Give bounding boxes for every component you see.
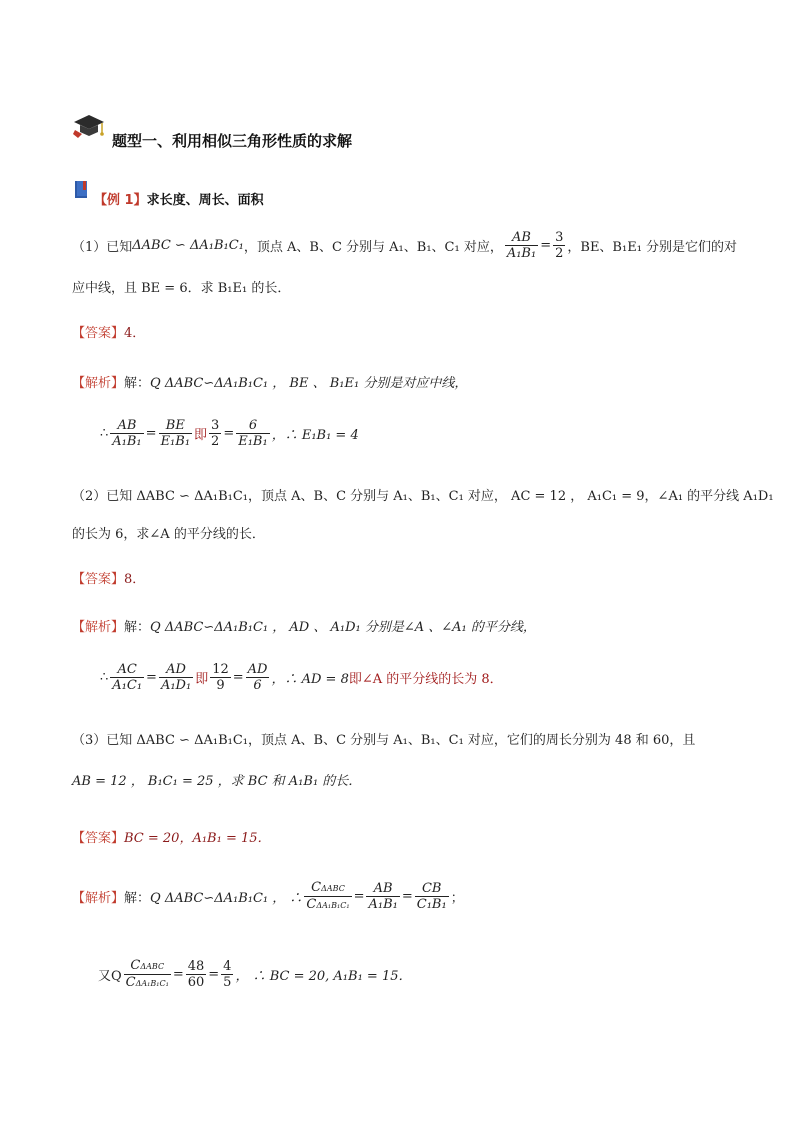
q2-sol-end: 即∠A 的平分线的长为 8． [348, 672, 503, 687]
q1-answer-value: 4． [124, 326, 146, 341]
q1-ji: 即 [194, 428, 208, 443]
example-title: 求长度、周长、面积 [146, 193, 264, 208]
answer-label: 【答案】 [72, 572, 125, 587]
q1-analysis [72, 372, 467, 391]
q2-frac-3: $\frac{12}{9}$ [212, 662, 229, 693]
q2-sol-lead: 解： [124, 620, 151, 635]
q3-answer-value: BC = 20，A₁B₁ = 15． [124, 831, 271, 846]
q3-frac-1: $\frac{\text{CΔABC}}{\text{CΔA₁B₁C₁}}$ [306, 880, 350, 912]
q2-frac-4: $\frac{AD}{6}$ [247, 662, 268, 693]
page-title: 题型一、利用相似三角形性质的求解 [112, 132, 353, 150]
q3-line2: AB = 12 ， B₁C₁ = 25 ，求 BC 和 A₁B₁ 的长． [72, 774, 362, 789]
q1-frac-1: $\frac{AB}{\text{A₁B₁}}$ [112, 418, 142, 449]
q3-sol1-end: ； [450, 891, 464, 906]
q1-text-b: ，顶点 A、B、C 分别与 A₁、B₁、C₁ 对应， [243, 240, 503, 255]
answer-label: 【答案】 [72, 326, 125, 341]
q2-analysis [72, 616, 536, 635]
q3-frac-4: $\frac{\text{CΔABC}}{\text{CΔA₁B₁C₁}}$ [125, 958, 169, 990]
analysis-label: 【解析】 [72, 891, 125, 906]
q3-sol-end: ， ∴ BC = 20, A₁B₁ = 15． [235, 969, 412, 984]
q3-frac-3: $\frac{CB}{\text{C₁B₁}}$ [416, 881, 447, 912]
q3-answer [72, 827, 271, 846]
q3-frac-2: $\frac{AB}{\text{A₁B₁}}$ [368, 881, 398, 912]
example-tag: 【例 1】 [94, 193, 147, 208]
q1-frac-2: $\frac{BE}{\text{E₁B₁}}$ [160, 418, 191, 449]
q3-sol-line1: Q ΔABC∽ΔA₁B₁C₁ ， ∴ [150, 891, 303, 906]
q2-line2: 的长为 6，求∠A 的平分线的长． [72, 527, 265, 542]
q1-sim: ΔABC ∽ ΔA₁B₁C₁ [132, 238, 244, 253]
mortarboard-icon [72, 112, 106, 140]
q3-you: 又Q [98, 969, 122, 984]
q1-frac-4: $\frac{6}{\text{E₁B₁}}$ [238, 418, 268, 449]
q3-frac-5: $\frac{48}{60}$ [187, 959, 205, 990]
q3-analysis: 【解析】 解： Q ΔABC∽ΔA₁B₁C₁ ， ∴ $\frac{\text{CΔABC}}{\text{CΔA₁B₁C₁}}$ = $\frac{AB}{\text{A₁B₁}}$ = $\frac{CB}{\text{C₁B₁}}$ ； [72, 880, 464, 912]
q3-line1: （3）已知 ΔABC ∽ ΔA₁B₁C₁，顶点 A、B、C 分别与 A₁、B₁、C₁ 对应，它们的周长分别为 48 和 60，且 [72, 733, 696, 748]
therefore-2: ∴ [100, 670, 109, 685]
q2-answer-value: 8． [124, 572, 146, 587]
q2-sol-mid: ，∴ AD = 8 [271, 672, 349, 687]
q3-sol-line2: 又Q $\frac{\text{CΔABC}}{\text{CΔA₁B₁C₁}}$ = $\frac{48}{60}$ = $\frac{4}{5}$ ， ∴ BC = 20, A₁B₁ = 15． [98, 958, 412, 990]
analysis-label: 【解析】 [72, 620, 125, 635]
q2-answer [72, 568, 145, 587]
answer-label: 【答案】 [72, 831, 125, 846]
q3-frac-6: $\frac{4}{5}$ [223, 959, 232, 990]
q1-sol-line1: Q ΔABC∽ΔA₁B₁C₁ ， BE 、 B₁E₁ 分别是对应中线， [150, 376, 468, 391]
q1-sol-line2: ∴ $\frac{AB}{\text{A₁B₁}}$ = $\frac{BE}{\text{E₁B₁}}$ 即 $\frac{3}{2}$ = $\frac{6}{\text{E₁B₁}}$ ，∴ E₁B₁ = 4 [100, 418, 359, 449]
q1-text-c: ，BE、B₁E₁ 分别是它们的对 [567, 240, 738, 255]
q2-frac-2: $\frac{AD}{\text{A₁D₁}}$ [160, 662, 192, 693]
q2-ji: 即 [195, 672, 209, 687]
q1-line2: 应中线，且 BE = 6．求 B₁E₁ 的长． [72, 281, 291, 296]
q2-frac-1: $\frac{AC}{\text{A₁C₁}}$ [112, 662, 143, 693]
q1-ratio-value: $\frac{3}{2}$ [555, 230, 564, 261]
q1-sol-lead: 解： [124, 376, 151, 391]
q2-sol-line1: Q ΔABC∽ΔA₁B₁C₁ ， AD 、 A₁D₁ 分别是∠A 、∠A₁ 的平分线， [150, 620, 536, 635]
q3-sol-lead: 解： [124, 891, 151, 906]
q1-text-a: （1）已知 [72, 240, 133, 255]
q1-ratio-eq: = [540, 238, 552, 253]
q1-line1 [72, 230, 737, 261]
example-header [94, 189, 264, 208]
q1-sol-end: ，∴ E₁B₁ = 4 [271, 428, 359, 443]
analysis-label: 【解析】 [72, 376, 125, 391]
q2-line1: （2）已知 ΔABC ∽ ΔA₁B₁C₁，顶点 A、B、C 分别与 A₁、B₁、C₁ 对应， AC = 12 ， A₁C₁ = 9，∠A₁ 的平分线 A₁D₁ [72, 489, 774, 504]
q1-answer [72, 322, 145, 341]
q1-ratio-frac: $\frac{AB}{\text{A₁B₁}}$ [506, 230, 537, 261]
therefore-1: ∴ [100, 426, 109, 441]
q2-sol-line2: ∴ $\frac{AC}{\text{A₁C₁}}$ = $\frac{AD}{\text{A₁D₁}}$ 即 $\frac{12}{9}$ = $\frac{AD}{6}$ ，∴ AD = 8 即∠A 的平分线的长为 8． [100, 662, 503, 693]
q1-frac-3: $\frac{3}{2}$ [211, 418, 220, 449]
book-icon [74, 180, 90, 200]
